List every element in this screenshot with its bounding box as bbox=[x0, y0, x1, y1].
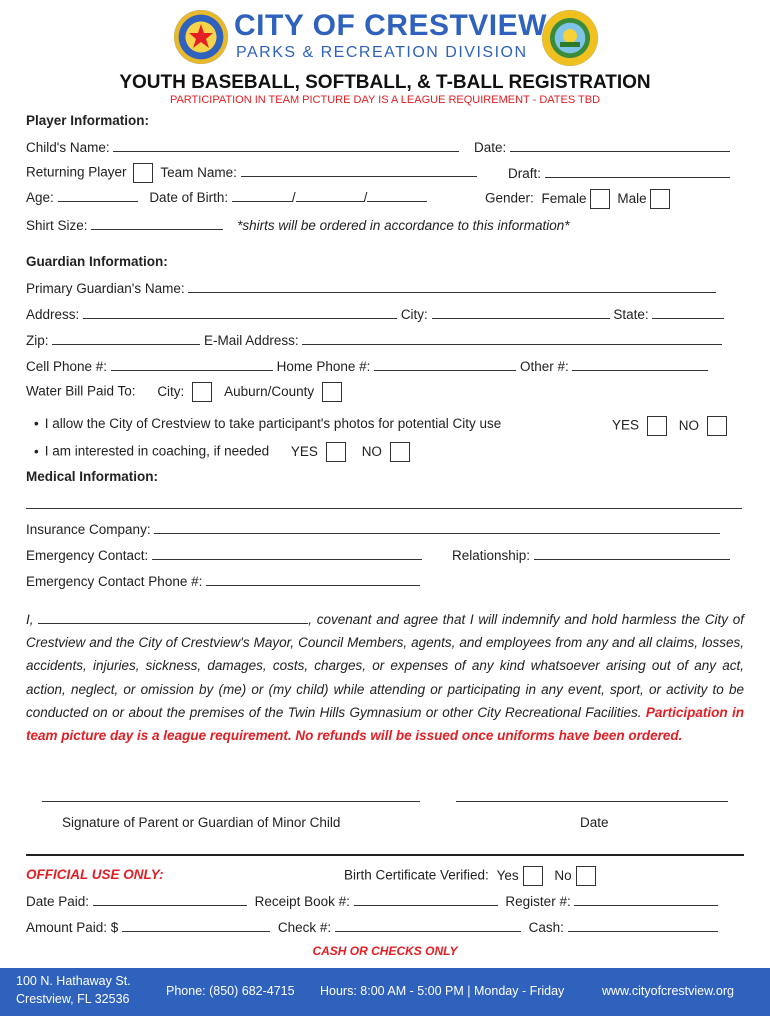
official-use-heading: OFFICIAL USE ONLY: bbox=[26, 867, 164, 882]
age-field[interactable] bbox=[58, 189, 138, 202]
male-checkbox[interactable] bbox=[650, 189, 670, 209]
parent-signature-label: Signature of Parent or Guardian of Minor Child bbox=[62, 815, 341, 830]
cell-phone-label: Cell Phone #: bbox=[26, 359, 108, 374]
footer-phone: Phone: (850) 682-4715 bbox=[166, 984, 295, 998]
city-seal-logo bbox=[174, 10, 228, 64]
insurance-field[interactable] bbox=[154, 521, 720, 534]
footer-hours: Hours: 8:00 AM - 5:00 PM | Monday - Friday bbox=[320, 984, 565, 998]
seal-star-icon bbox=[174, 10, 228, 64]
water-county-checkbox[interactable] bbox=[322, 382, 342, 402]
phones-row bbox=[26, 358, 708, 374]
footer-bar bbox=[0, 968, 770, 1016]
draft-row bbox=[508, 165, 730, 181]
birth-cert-label: Birth Certificate Verified: bbox=[344, 867, 489, 883]
returning-row bbox=[26, 163, 477, 183]
returning-checkbox[interactable] bbox=[133, 163, 153, 183]
female-label: Female bbox=[541, 190, 587, 206]
birth-cert-row bbox=[344, 866, 596, 886]
birth-cert-no-checkbox[interactable] bbox=[576, 866, 596, 886]
address-row bbox=[26, 306, 724, 322]
other-phone-field[interactable] bbox=[572, 358, 708, 371]
male-label: Male bbox=[617, 190, 647, 206]
parks-recreation-logo bbox=[542, 10, 598, 66]
insurance-label: Insurance Company: bbox=[26, 522, 151, 537]
amount-paid-label: Amount Paid: $ bbox=[26, 920, 119, 935]
age-row: Age: Date of Birth: / / bbox=[26, 189, 427, 205]
team-name-label: Team Name: bbox=[160, 164, 237, 180]
payment-row-2 bbox=[26, 919, 718, 935]
date-row bbox=[474, 139, 730, 155]
cash-field[interactable] bbox=[568, 919, 718, 932]
child-name-field[interactable] bbox=[113, 139, 459, 152]
waiver-paragraph bbox=[26, 608, 744, 747]
water-city-checkbox[interactable] bbox=[192, 382, 212, 402]
emergency-phone-label: Emergency Contact Phone #: bbox=[26, 574, 203, 589]
zip-label: Zip: bbox=[26, 333, 49, 348]
draft-field[interactable] bbox=[545, 165, 730, 178]
insurance-row bbox=[26, 521, 720, 537]
emergency-phone-field[interactable] bbox=[206, 573, 420, 586]
primary-guardian-field[interactable] bbox=[188, 280, 716, 293]
draft-label: Draft: bbox=[508, 166, 542, 181]
age-label: Age: bbox=[26, 190, 54, 205]
relationship-row bbox=[452, 547, 730, 563]
shirt-size-label: Shirt Size: bbox=[26, 218, 88, 233]
birth-cert-yes-checkbox[interactable] bbox=[523, 866, 543, 886]
zip-field[interactable] bbox=[52, 332, 200, 345]
payment-row-1 bbox=[26, 893, 718, 909]
state-field[interactable] bbox=[652, 306, 724, 319]
footer-address-line2: Crestview, FL 32536 bbox=[16, 992, 130, 1006]
dob-month-field[interactable] bbox=[232, 189, 292, 202]
form-title: YOUTH BASEBALL, SOFTBALL, & T-BALL REGISTRATION bbox=[119, 72, 651, 93]
signature-date-label: Date bbox=[580, 815, 609, 830]
coaching-no-checkbox[interactable] bbox=[390, 442, 410, 462]
home-phone-field[interactable] bbox=[374, 358, 516, 371]
sun-palm-icon bbox=[542, 10, 598, 66]
coaching-yes-label: YES bbox=[290, 443, 318, 459]
waiver-start: I, bbox=[26, 612, 34, 627]
photo-no-checkbox[interactable] bbox=[707, 416, 727, 436]
coaching-yes-checkbox[interactable] bbox=[326, 442, 346, 462]
water-bill-label: Water Bill Paid To: bbox=[26, 383, 136, 399]
date-field[interactable] bbox=[510, 139, 730, 152]
address-label: Address: bbox=[26, 307, 80, 322]
child-name-label: Child's Name: bbox=[26, 140, 110, 155]
zip-email-row bbox=[26, 332, 722, 348]
signature-date-field[interactable] bbox=[456, 801, 728, 802]
division-subtitle: PARKS & RECREATION DIVISION bbox=[236, 44, 528, 61]
receipt-book-label: Receipt Book #: bbox=[254, 894, 350, 909]
register-field[interactable] bbox=[574, 893, 718, 906]
city-title: CITY OF CRESTVIEW bbox=[234, 9, 547, 42]
official-divider bbox=[26, 854, 744, 856]
relationship-label: Relationship: bbox=[452, 548, 531, 563]
waiver-name-field[interactable] bbox=[38, 612, 308, 624]
relationship-field[interactable] bbox=[534, 547, 730, 560]
city-label: City: bbox=[400, 307, 428, 322]
footer-website-link[interactable]: www.cityofcrestview.org bbox=[602, 984, 734, 998]
address-field[interactable] bbox=[83, 306, 397, 319]
other-phone-label: Other #: bbox=[519, 359, 569, 374]
emergency-contact-field[interactable] bbox=[152, 547, 422, 560]
coaching-no-label: NO bbox=[361, 443, 382, 459]
coaching-row bbox=[34, 442, 410, 462]
waiver-emphasis: Participation in team picture day is a league requirement. No refunds will be issued once uniforms have been ordered. bbox=[26, 704, 745, 744]
dob-label: Date of Birth: bbox=[149, 190, 229, 205]
shirt-size-field[interactable] bbox=[91, 217, 223, 230]
emergency-contact-label: Emergency Contact: bbox=[26, 548, 149, 563]
water-city-label: City: bbox=[157, 383, 185, 399]
gender-label: Gender: bbox=[485, 190, 534, 206]
primary-guardian-label: Primary Guardian's Name: bbox=[26, 281, 185, 296]
date-label: Date: bbox=[474, 140, 507, 155]
primary-guardian-row bbox=[26, 280, 716, 296]
photo-no-label: NO bbox=[678, 417, 700, 433]
child-name-row bbox=[26, 139, 459, 155]
date-paid-field[interactable] bbox=[93, 893, 247, 906]
cell-phone-field[interactable] bbox=[111, 358, 273, 371]
picture-day-note: PARTICIPATION IN TEAM PICTURE DAY IS A LEAGUE REQUIREMENT - DATES TBD bbox=[169, 94, 601, 106]
female-checkbox[interactable] bbox=[590, 189, 610, 209]
water-bill-row bbox=[26, 382, 342, 402]
city-field[interactable] bbox=[432, 306, 610, 319]
player-info-heading: Player Information: bbox=[26, 113, 150, 128]
waiver-body: , covenant and agree that I will indemnify and hold harmless the City of Crestview and the City of Crestview's Mayor, Council Members, agents, and employees from any and all claims, losses, accidents, injuries, sickness, damages, costs, charges, or expenses of any kind whatsoever arising out of any act, action, neglect, or omission by (me) or (my child) while attending or participating in any event, sport, or activity to be conducted on or about the premises of the Twin Hills Gymnasium or other City Recreational Facilities. bbox=[26, 612, 744, 720]
parent-signature-field[interactable] bbox=[42, 801, 420, 802]
date-paid-label: Date Paid: bbox=[26, 894, 90, 909]
water-county-label: Auburn/County bbox=[224, 383, 315, 399]
guardian-info-heading: Guardian Information: bbox=[26, 254, 168, 269]
dob-day-field[interactable] bbox=[296, 189, 364, 202]
check-label: Check #: bbox=[277, 920, 332, 935]
shirt-note: *shirts will be ordered in accordance to this information* bbox=[237, 218, 570, 233]
dob-year-field[interactable] bbox=[367, 189, 427, 202]
cash-checks-note: CASH OR CHECKS ONLY bbox=[312, 944, 458, 958]
birth-cert-no-label: No bbox=[554, 867, 572, 883]
photo-yes-label: YES bbox=[612, 417, 640, 433]
email-field[interactable] bbox=[302, 332, 722, 345]
gender-row bbox=[485, 189, 670, 209]
home-phone-label: Home Phone #: bbox=[276, 359, 371, 374]
shirt-row bbox=[26, 217, 569, 233]
birth-cert-yes-label: Yes bbox=[496, 867, 519, 883]
photo-consent-options bbox=[612, 416, 727, 436]
register-label: Register #: bbox=[505, 894, 571, 909]
bullet-icon: • bbox=[34, 416, 39, 431]
cash-label: Cash: bbox=[528, 920, 564, 935]
team-name-field[interactable] bbox=[241, 164, 477, 177]
email-label: E-Mail Address: bbox=[204, 333, 299, 348]
state-label: State: bbox=[613, 307, 649, 322]
bullet-icon: • bbox=[34, 443, 39, 459]
amount-paid-field[interactable] bbox=[122, 919, 270, 932]
photo-consent-label: I allow the City of Crestview to take participant's photos for potential City use bbox=[44, 416, 502, 431]
medical-notes-field[interactable] bbox=[26, 508, 742, 509]
receipt-book-field[interactable] bbox=[354, 893, 498, 906]
photo-consent-row bbox=[34, 416, 501, 431]
coaching-label: I am interested in coaching, if needed bbox=[44, 443, 270, 459]
medical-info-heading: Medical Information: bbox=[26, 469, 159, 484]
check-field[interactable] bbox=[335, 919, 521, 932]
footer-address-line1: 100 N. Hathaway St. bbox=[16, 974, 131, 988]
emergency-phone-row bbox=[26, 573, 420, 589]
photo-yes-checkbox[interactable] bbox=[647, 416, 667, 436]
emergency-row bbox=[26, 547, 422, 563]
returning-label: Returning Player bbox=[26, 164, 127, 180]
